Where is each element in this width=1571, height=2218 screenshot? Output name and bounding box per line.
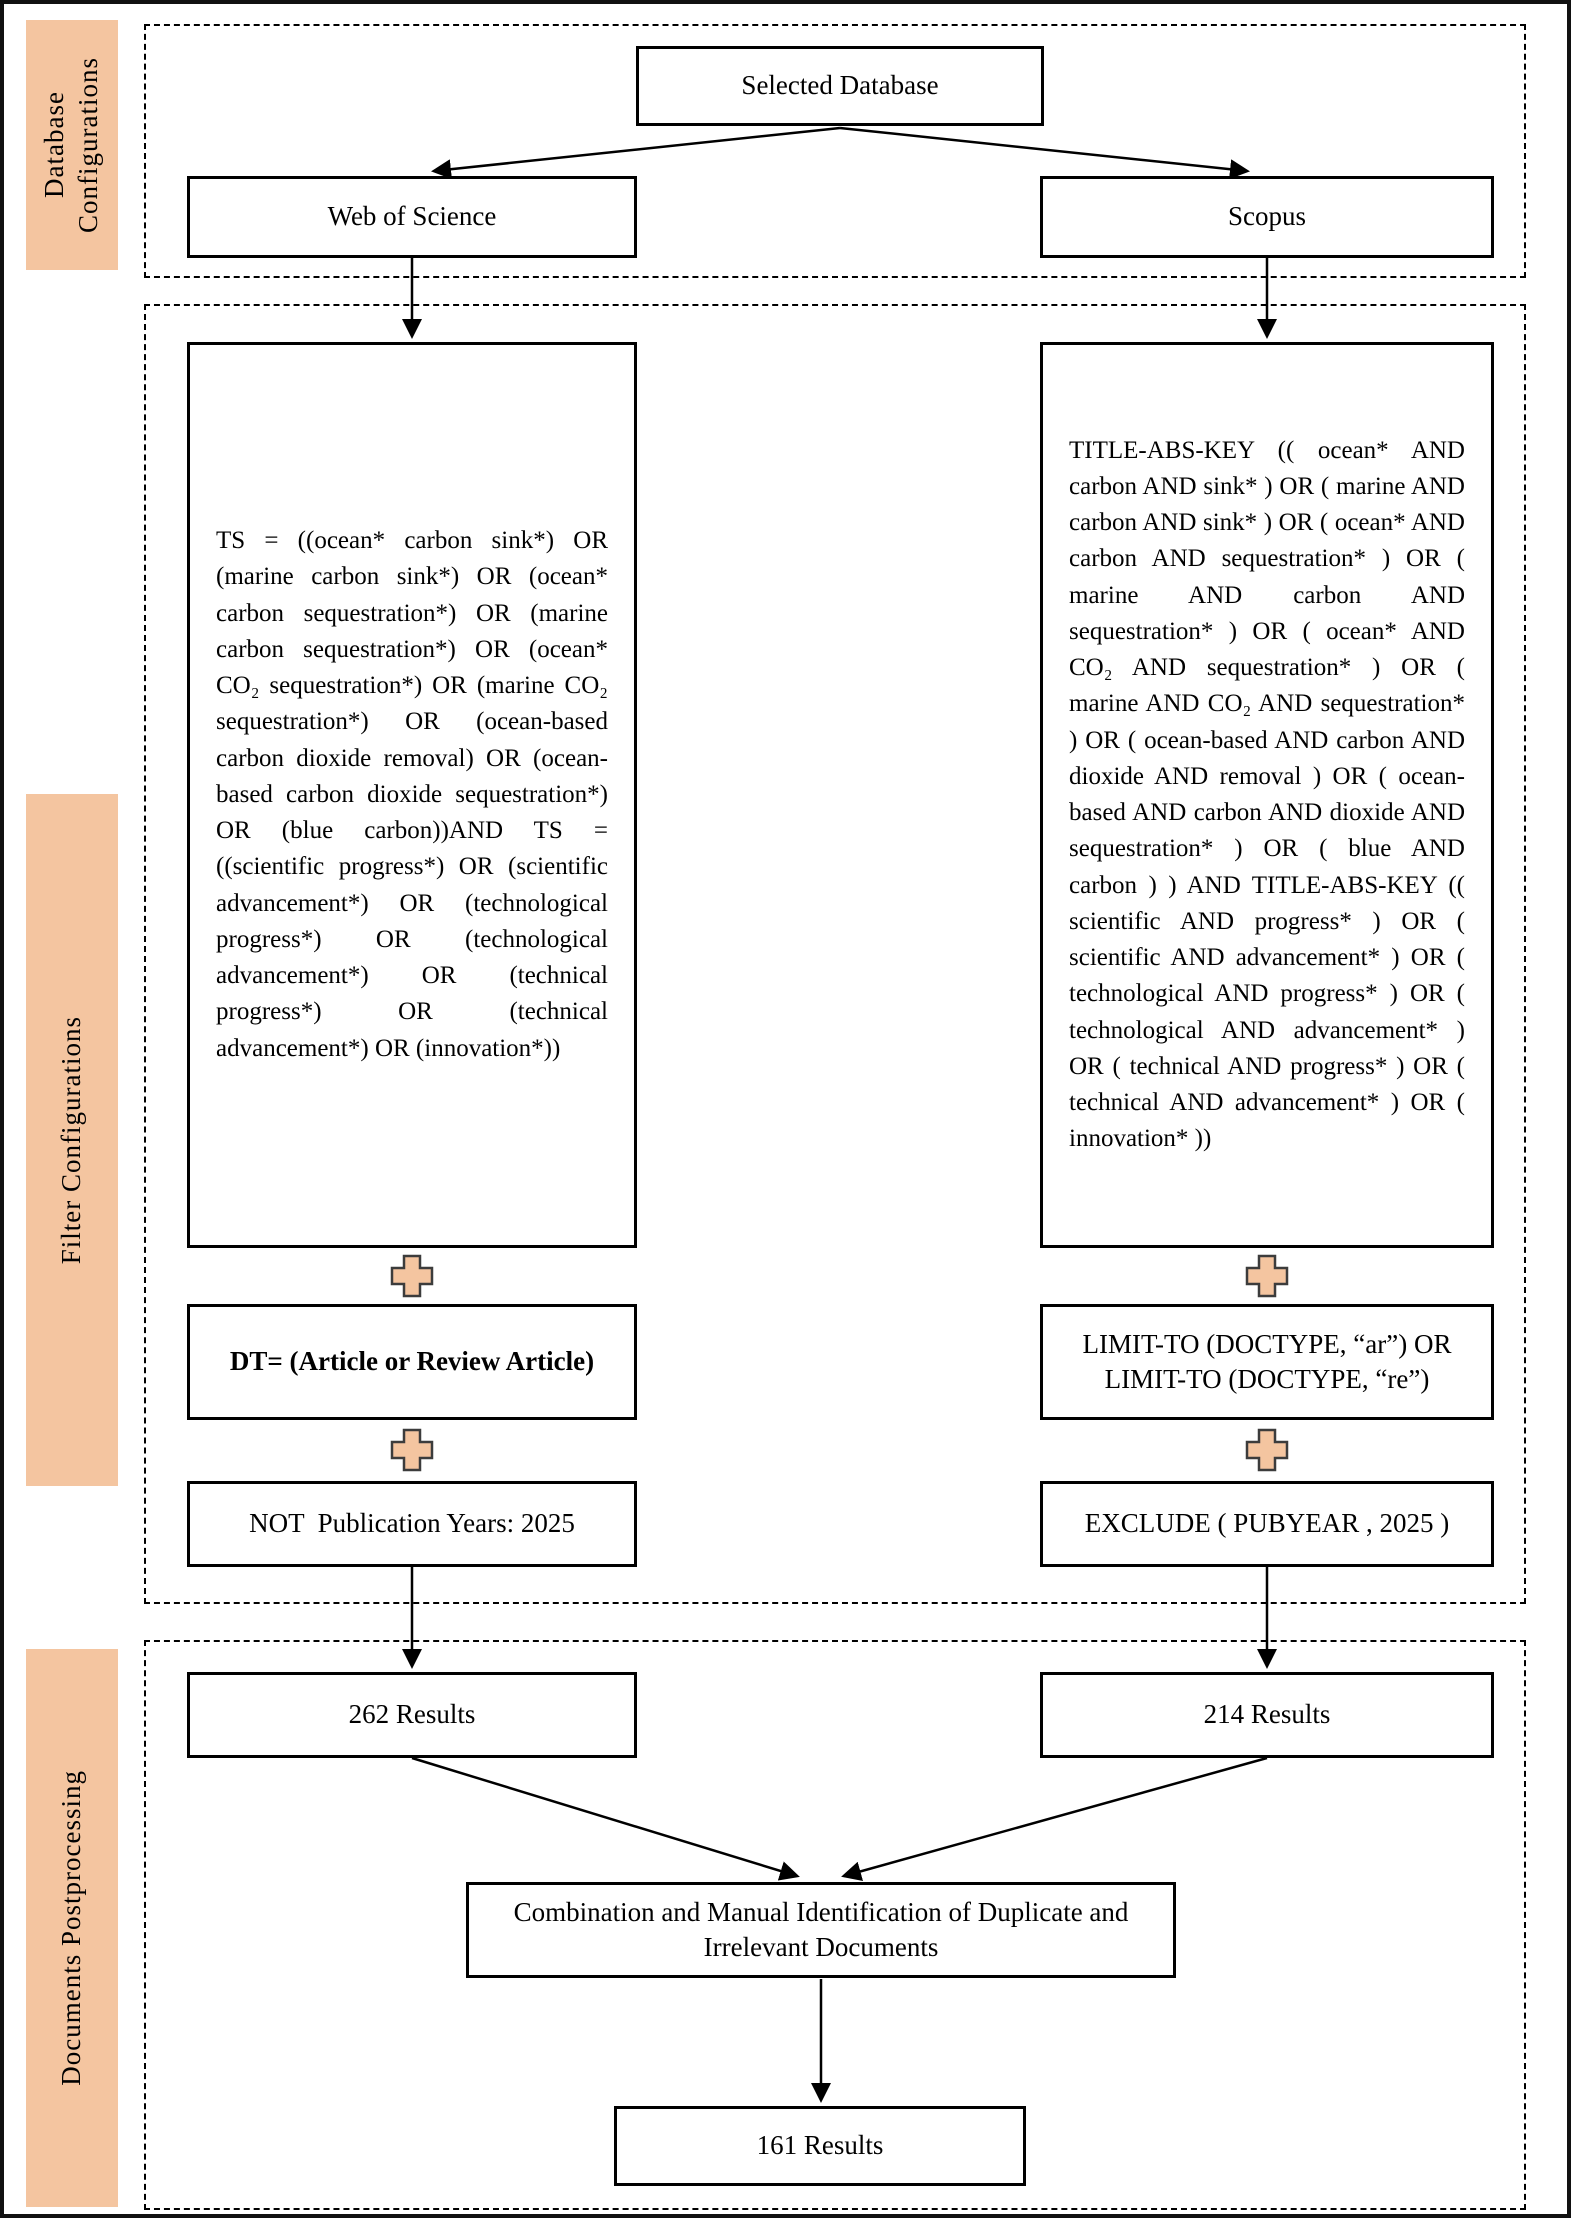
- node-label: DT= (Article or Review Article): [229, 1346, 595, 1377]
- stage-label-documents-postprocessing: [26, 1649, 118, 2207]
- plus-icon: [1243, 1252, 1291, 1300]
- stage-label-text: Database Configurations: [39, 57, 103, 233]
- stage-label-text: Filter Configurations: [56, 1015, 87, 1265]
- node-label: Selected Database: [741, 70, 939, 101]
- plus-icon: [1243, 1426, 1291, 1474]
- node-combination-dedup: [466, 1882, 1176, 1978]
- node-scopus: [1040, 176, 1494, 258]
- node-wos-results: [187, 1672, 637, 1758]
- stage-label-filter-configurations: [26, 794, 118, 1486]
- node-scopus-doctype-filter: [1040, 1304, 1494, 1420]
- node-label: Web of Science: [327, 201, 497, 232]
- node-label: 262 Results: [348, 1699, 476, 1730]
- plus-icon: [388, 1252, 436, 1300]
- node-label: Scopus: [1227, 201, 1306, 232]
- node-label: 161 Results: [756, 2130, 884, 2161]
- node-label: NOT Publication Years: 2025: [249, 1508, 575, 1539]
- node-wos-doctype-filter: [187, 1304, 637, 1420]
- node-wos-query: [187, 342, 637, 1248]
- node-web-of-science: [187, 176, 637, 258]
- node-label: Combination and Manual Identification of Duplicate and Irrelevant Documents: [513, 1896, 1129, 1962]
- node-scopus-results: [1040, 1672, 1494, 1758]
- node-final-results: [614, 2106, 1026, 2186]
- stage-label-text: Documents Postprocessing: [56, 1770, 87, 2086]
- scopus-query-text: TITLE-ABS-KEY (( ocean* AND carbon AND sink* ) OR ( marine AND carbon AND sink* ) OR ( ocean* AND carbon AND sequestration* ) OR ( marine AND carbon AND sequestration* ) OR ( ocean* AND CO₂ AND sequestration* ) OR ( marine AND CO₂ AND sequestration* ) OR ( ocean-based AND carbon AND dioxide AND removal ) OR ( ocean-based AND carbon AND dioxide AND sequestration* ) OR ( blue AND carbon ) ) AND TITLE-ABS-KEY (( scientific AND progress* ) OR ( scientific AND advancement* ) OR ( technological AND progress* ) OR ( technological AND advancement* ) OR ( technical AND progress* ) OR ( technical AND advancement* ) OR ( innovation* )): [1069, 436, 1465, 1153]
- plus-icon: [388, 1426, 436, 1474]
- node-label: 214 Results: [1203, 1699, 1331, 1730]
- node-selected-database: [636, 46, 1044, 126]
- wos-query-text: TS = ((ocean* carbon sink*) OR (marine carbon sink*) OR (ocean* carbon sequestration*) OR (marine carbon sequestration*) OR (ocean* CO₂ sequestration*) OR (marine CO₂ sequestration*) OR (ocean-based carbon dioxide removal) OR (ocean-based carbon dioxide sequestration*) OR (blue carbon))AND TS = ((scientific progress*) OR (scientific advancement*) OR (technological progress*) OR (technological advancement*) OR (technical progress*) OR (technical advancement*) OR (innovation*)): [216, 527, 608, 1062]
- node-scopus-query: [1040, 342, 1494, 1248]
- node-scopus-year-filter: [1040, 1481, 1494, 1567]
- node-label: EXCLUDE ( PUBYEAR , 2025 ): [1084, 1508, 1450, 1539]
- node-label: LIMIT-TO (DOCTYPE, “ar”) OR LIMIT-TO (DOCTYPE, “re”): [1082, 1328, 1452, 1394]
- node-wos-year-filter: [187, 1481, 637, 1567]
- stage-label-database-configurations: [26, 20, 118, 270]
